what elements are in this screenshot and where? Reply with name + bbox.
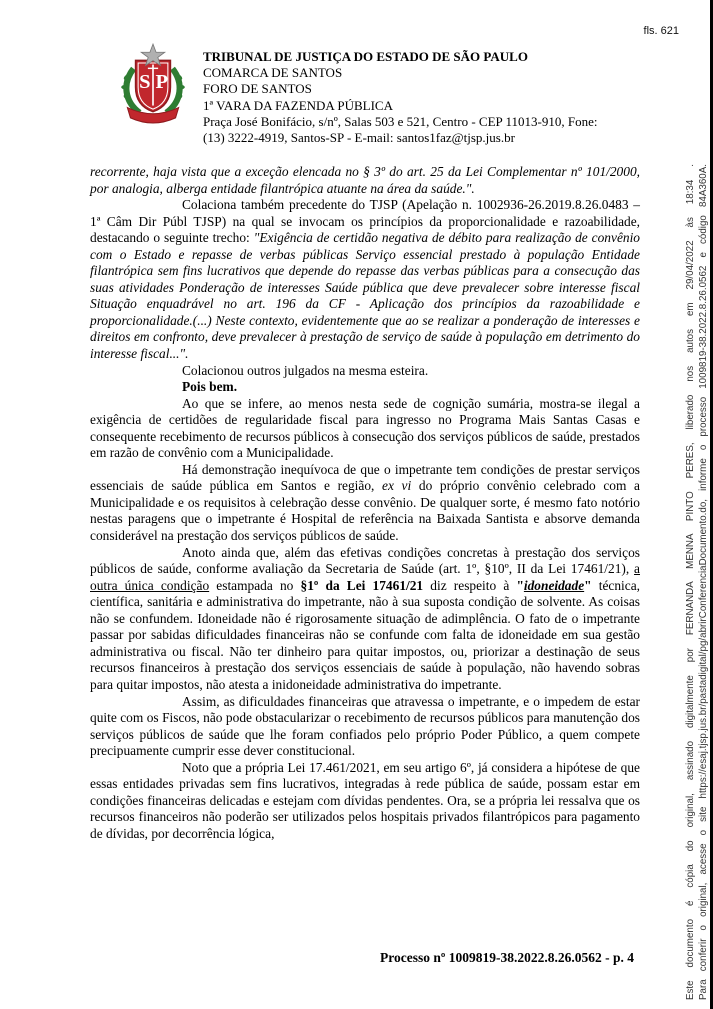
paragraph: Assim, as dificuldades financeiras que atravessa o impetrante, e o impedem de estar quite com os Fiscos, não pode obstacularizar o recebimento de recursos públicos para manutenção dos serviços públicos de saúde que lhe foram confiados pelo próprio Poder Público, a quem compete precipuamente cumprir esse dever constitucional.	[90, 693, 640, 759]
svg-text:P: P	[155, 71, 168, 94]
sao-paulo-coat-of-arms-logo	[117, 42, 189, 124]
signature-line-1: Este documento é cópia do original, assinado digitalmente por FERNANDA MENNA PINTO PERES, liberado nos autos em 29/04/2022 às 18:34 .	[685, 164, 696, 1000]
paragraph: recorrente, haja vista que a exceção elencada no § 3º do art. 25 da Lei Complementar nº 101/2000, por analogia, alberga entidade filantrópica atuante na área da saúde.".	[90, 164, 640, 196]
address-line-1: Praça José Bonifácio, s/nº, Salas 503 e 521, Centro - CEP 11013-910, Fone:	[203, 113, 598, 129]
comarca-line: COMARCA DE SANTOS	[203, 65, 343, 81]
paragraph: Ao que se infere, ao menos nesta sede de cognição sumária, mostra-se ilegal a exigência de certidões de regularidade fiscal para ingresso no Programa Mais Santas Casas e consequente recebimento de recursos públicos à consecução dos serviços públicos de saúde, prestados em razão de convênio com a Municipalidade.	[90, 395, 640, 461]
document-body	[90, 164, 640, 842]
paragraph: Pois bem.	[182, 379, 238, 395]
vara-line: 1ª VARA DA FAZENDA PÚBLICA	[203, 97, 393, 113]
shield-icon	[136, 60, 171, 111]
foro-line: FORO DE SANTOS	[203, 81, 312, 97]
court-name: TRIBUNAL DE JUSTIÇA DO ESTADO DE SÃO PAULO	[203, 49, 528, 64]
svg-text:S: S	[139, 71, 151, 94]
paragraph: Colacionou outros julgados na mesma esteira.	[182, 362, 429, 378]
process-number-footer: Processo nº 1009819-38.2022.8.26.0562 - p. 4	[380, 950, 634, 965]
paragraph: Noto que a própria Lei 17.461/2021, em seu artigo 6º, já considera a hipótese de que essas entidades privadas sem fins lucrativos, integradas à rede pública de saúde, possam estar em condições financeiras delicadas e estejam com dívidas pendentes. Ora, se a própria lei ressalva que os recursos financeiros não poderão ser utilizados pelos hospitais privados filantrópicos para pagamento de dívidas, por decorrência lógica,	[90, 759, 640, 841]
folio-number: fls. 621	[643, 25, 679, 37]
paragraph: Anoto ainda que, além das efetivas condições concretas à prestação dos serviços públicos de saúde, conforme avaliação da Secretaria de Saúde (art. 1º, §10º, II da Lei 17461/21), a outra única condição estampada no §1º da Lei 17461/21 diz respeito à "idoneidade" técnica, científica, sanitária e administrativa do impetrante, não à sua suposta condição de solvente. As coisas não se confundem. Idoneidade não é rigorosamente situação de adimplência. O fato de o impetrante passar por sabidas dificuldades financeiras não se confunde com falta de idoneidade em sua gestão administrativa ou fiscal. Não ter dinheiro para quitar impostos, ou, priorizar a destinação de seus recursos financeiros à prestação dos serviços essenciais de saúde à população, não havendo sobras para quitar impostos, não atesta a inidoneidade administrativa do impetrante.	[90, 544, 641, 692]
signature-line-2: Para conferir o original, acesse o site https://esaj.tjsp.jus.br/pastadigital/pg/abrirConferenciaDocumento.do, informe o processo 1009819-38.2022.8.26.0562 e código 84A360A.	[698, 164, 709, 1000]
paragraph: Colaciona também precedente do TJSP (Apelação n. 1002936-26.2019.8.26.0483 – 1ª Câm Dir Públ TJSP) na qual se invocam os princípios da proporcionalidade e razoabilidade, destacando o seguinte trecho: "Exigência de certidão negativa de débito para realização de convênio com o Estado e repasse de verbas públicas Serviço essencial prestado à população Entidade filantrópica sem fins lucrativos que depende do repasse das verbas públicas para a consecução das suas atividades Ponderação de interesses Saúde pública que deve prevalecer sobre interesse fiscal Situação enquadrável no art. 196 da CF - Aplicação dos princípios da razoabilidade e proporcionalidade.(...) Neste contexto, evidentemente que ao se realizar a ponderação de interesses e direitos em confronto, deve prevalecer à prestação de serviço de saúde à população em detrimento do interesse fiscal...".	[90, 197, 640, 362]
court-header	[203, 49, 597, 146]
paragraph: Há demonstração inequívoca de que o impetrante tem condições de prestar serviços essenciais de saúde pública em Santos e região, ex vi do próprio convênio celebrado com a Municipalidade e os requisitos à celebração desse convênio. De qualquer sorte, é mesmo fato notório nestas paragens que o impetrante é Hospital de referência na Baixada Santista e absorve demanda considerável na prestação dos serviços públicos de saúde.	[90, 461, 641, 544]
digital-signature-sidebar	[684, 164, 710, 1000]
address-line-2: (13) 3222-4919, Santos-SP - E-mail: santos1faz@tjsp.jus.br	[203, 130, 515, 146]
